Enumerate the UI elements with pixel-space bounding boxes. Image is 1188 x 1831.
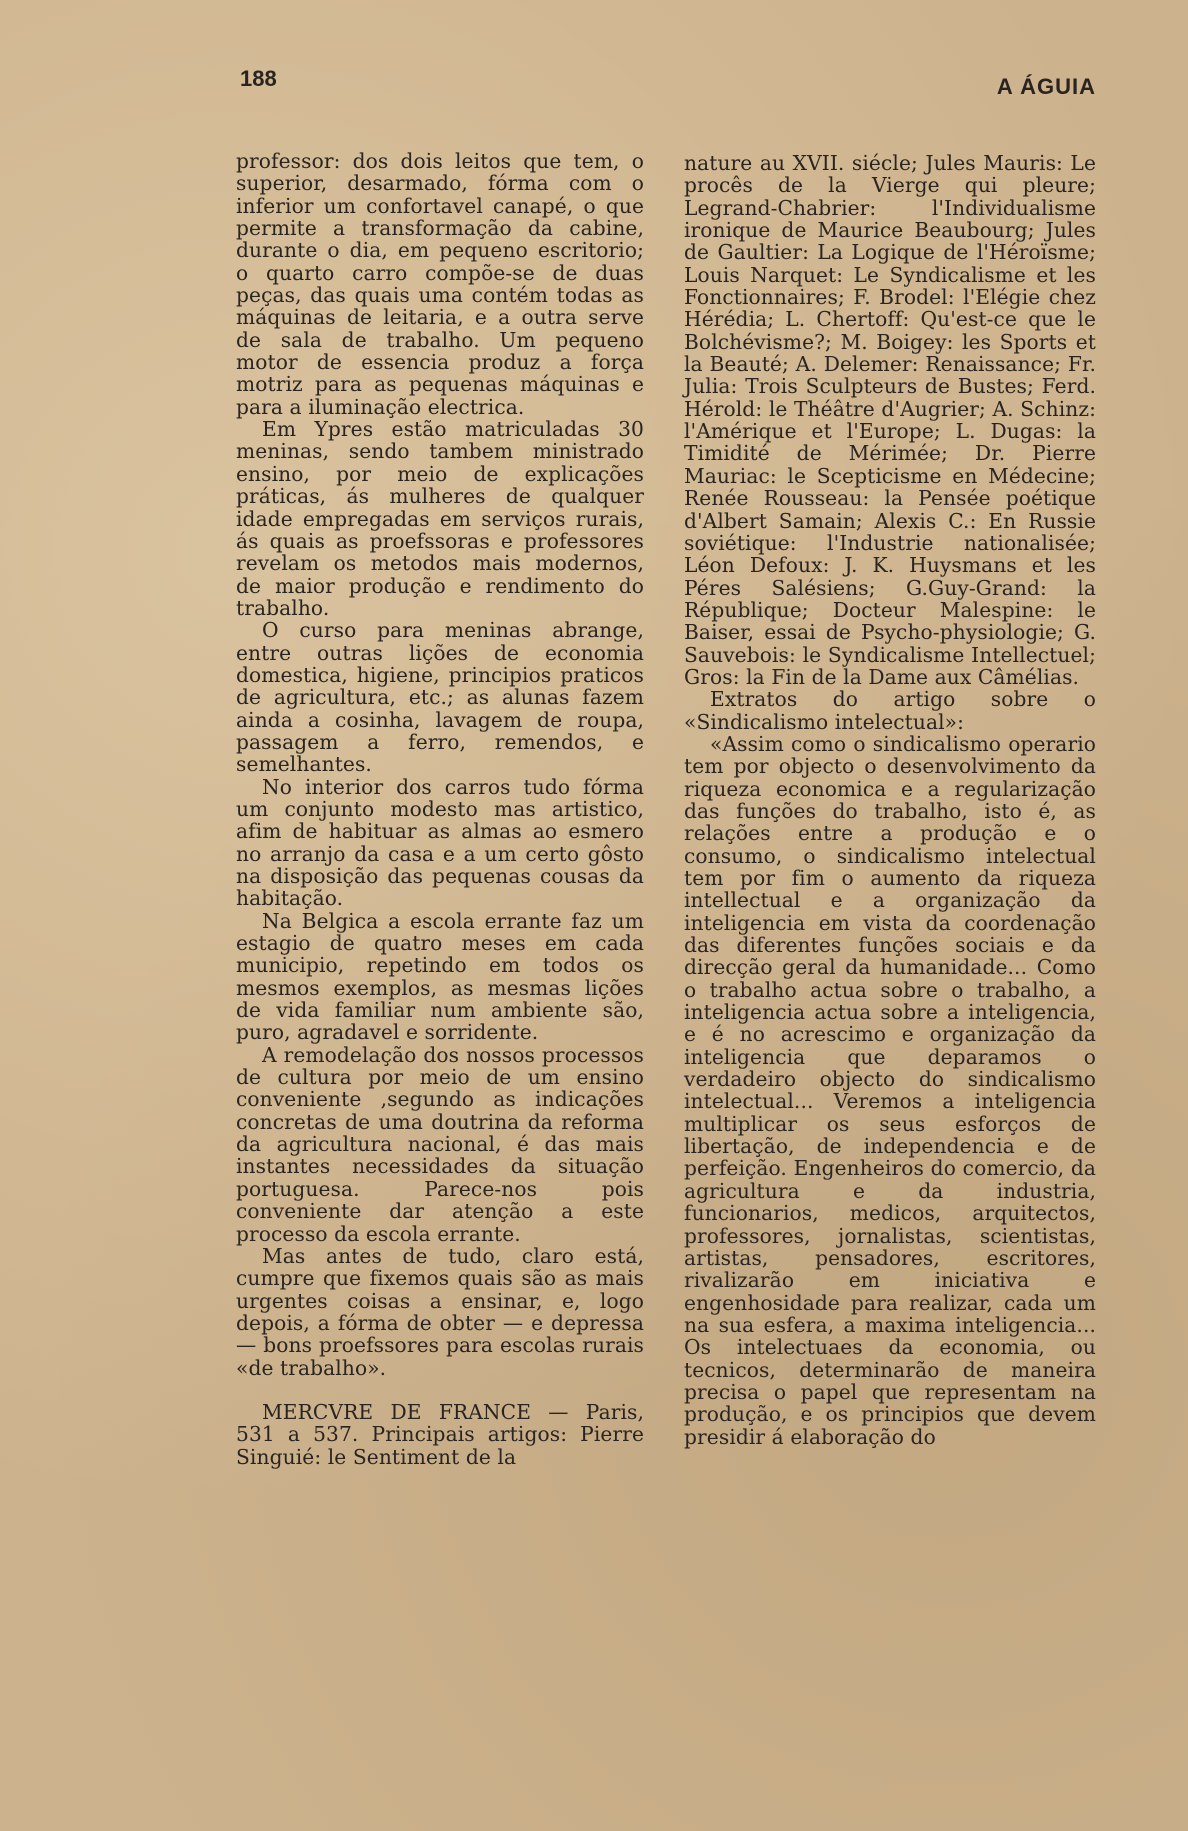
paragraph: O curso para meninas abrange, entre outras lições de economia domestica, higiene, principios praticos de agricultura, etc.; as alunas fazem ainda a cosinha, lavagem de roupa, passagem a ferro, remendos, e semelhantes.	[236, 618, 644, 777]
paragraph: Mas antes de tudo, claro está, cumpre que fixemos quais são as mais urgentes coisas a ensinar, e, logo depois, a fórma de obter — e depressa — bons proefssores para escolas rurais «de trabalho».	[236, 1243, 644, 1380]
paragraph: Na Belgica a escola errante faz um estagio de quatro meses em cada municipio, repetindo em todos os mesmos exemplos, as mesmas lições de vida familiar num ambiente são, puro, agradavel e sorridente.	[236, 908, 644, 1045]
review-heading-paragraph: MERCVRE DE FRANCE — Paris, 531 a 537. Principais artigos: Pierre Singuié: le Sentiment de la	[236, 1399, 644, 1469]
page-number: 188	[240, 66, 277, 91]
running-title: A ÁGUIA	[996, 74, 1096, 99]
paragraph: Extratos do artigo sobre o «Sindicalismo intelectual»:	[684, 687, 1096, 734]
paragraph: No interior dos carros tudo fórma um conjunto modesto mas artistico, afim de habituar as almas ao esmero no arranjo da casa e a um certo gôsto na disposição das pequenas cousas da habitação.	[236, 774, 644, 911]
paragraph: A remodelação dos nossos processos de cultura por meio de um ensino conveniente ,segundo as indicações concretas de uma doutrina da reforma da agricultura nacional, é das mais instantes necessidades da situação portuguesa. Parece-nos pois conveniente dar atenção a este processo da escola errante.	[236, 1042, 644, 1246]
paragraph: professor: dos dois leitos que tem, o superior, desarmado, fórma com o inferior um confortavel canapé, o que permite a transformação da cabine, durante o dia, em pequeno escritorio; o quarto carro compõe-se de duas peças, das quais uma contém todas as máquinas de leitaria, e a outra serve de sala de trabalho. Um pequeno motor de essencia produz a força motriz para as pequenas máquinas e para a iluminação electrica.	[236, 149, 644, 419]
paragraph: nature au XVII. siécle; Jules Mauris: Le procês de la Vierge qui pleure; Legrand-Chabrier: l'Individualisme ironique de Maurice Beaubourg; Jules de Gaultier: La Logique de l'Héroïsme; Louis Narquet: Le Syndicalisme et les Fonctionnaires; F. Brodel: l'Elégie chez Hérédia; L. Chertoff: Qu'est-ce que le Bolchévisme?; M. Boigey: les Sports et la Beauté; A. Delemer: Renaissance; Fr. Julia: Trois Sculpteurs de Bustes; Ferd. Hérold: le Théâtre d'Augrier; A. Schinz: l'Amérique et l'Europe; L. Dugas: la Timidité de Mérimée; Dr. Pierre Mauriac: le Scepticisme en Médecine; Renée Rousseau: la Pensée poétique d'Albert Samain; Alexis C.: En Russie soviétique: l'Industrie nationalisée; Léon Defoux: J. K. Huysmans et les Péres Salésiens; G.Guy-Grand: la République; Docteur Malespine: le Baiser, essai de Psycho-physiologie; G. Sauvebois: le Syndicalisme Intellectuel; Gros: la Fin de la Dame aux Câmélias.	[684, 151, 1096, 689]
paragraph: Em Ypres estão matriculadas 30 meninas, sendo tambem ministrado ensino, por meio de explicações práticas, ás mulheres de qualquer idade empregadas em serviços rurais, ás quais as proefssoras e professores revelam os metodos mais modernos, de maior produção e rendimento do trabalho.	[236, 417, 644, 620]
left-column	[236, 150, 644, 1468]
right-column	[684, 152, 1096, 1448]
quotation-paragraph: «Assim como o sindicalismo operario tem por objecto o desenvolvimento da riqueza economica e a regularização das funções do trabalho, isto é, as relações entre a produção e o consumo, o sindicalismo intelectual tem por fim o aumento da riqueza intellectual e a organização da inteligencia em vista da coordenação das diferentes funções sociais e da direcção geral da humanidade... Como o trabalho actua sobre o trabalho, a inteligencia actua sobre a inteligencia, e é no acrescimo e organização da inteligencia que deparamos o verdadeiro objecto do sindicalismo intelectual... Veremos a inteligencia multiplicar os seus esforços de libertação, de independencia e de perfeição. Engenheiros do comercio, da agricultura e da industria, funcionarios, medicos, arquitectos, professores, jornalistas, scientistas, artistas, pensadores, escritores, rivalizarão em iniciativa e engenhosidade para realizar, cada um na sua esfera, a maxima inteligencia... Os intelectuaes da economia, ou tecnicos, determinarão de maneira precisa o papel que representam na produção, e os principios que devem presidir á elaboração do	[684, 731, 1096, 1449]
